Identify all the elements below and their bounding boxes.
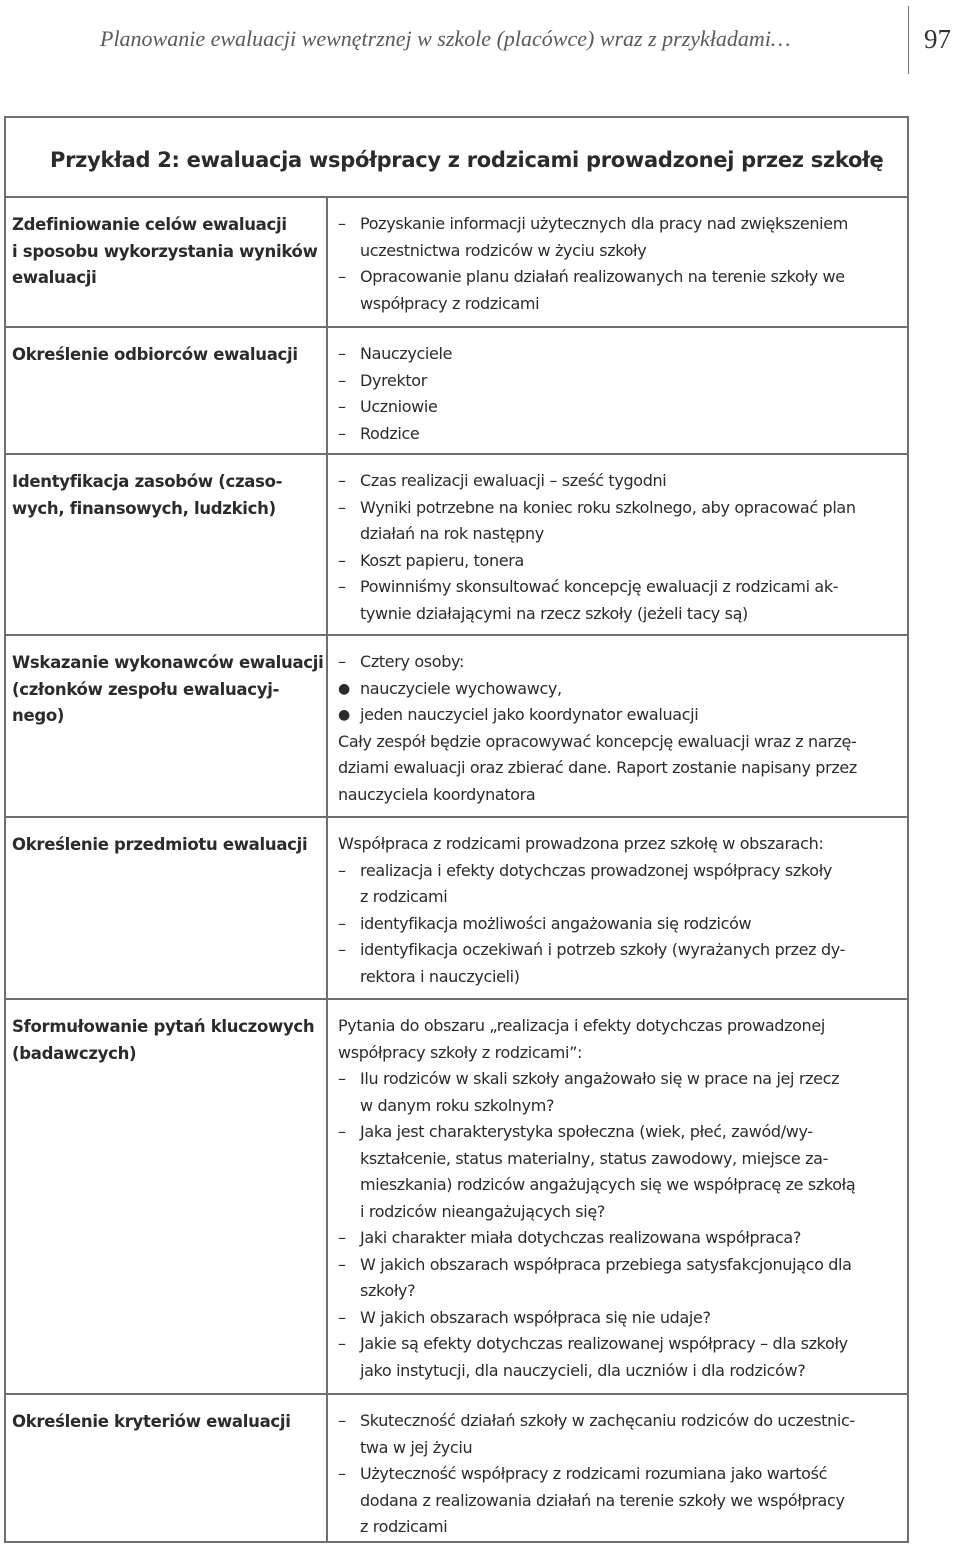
page-number: 97 [924,24,951,54]
table-row-criteria [6,1395,907,1541]
list-item: – realizacja i efekty dotychczas prowadzonej współpracy szkoły z rodzicami [338,860,833,906]
list-item: – Uczniowie [338,397,438,416]
header-divider [908,6,909,74]
running-title: Planowanie ewaluacji wewnętrznej w szkole (placówce) wraz z przykładami… [100,26,791,51]
list-item: – Skuteczność działań szkoły w zachęcaniu rodziców do uczestnic- twa w jej życiu [338,1411,855,1457]
row-label: Określenie przedmiotu ewaluacji [6,818,328,998]
intro-text: współpracy szkoły z rodzicami”: [338,1042,583,1062]
list-item: – Ilu rodziców w skali szkoły angażowało się w prace na jej rzecz w danym roku szkolnym? [338,1069,840,1115]
evaluation-table [4,116,909,1543]
list-item: – Dyrektor [338,370,427,390]
list-item: – Czas realizacji ewaluacji – sześć tygodni [338,471,667,490]
list-item: – W jakich obszarach współpraca przebiega satysfakcjonująco dla szkoły? [338,1254,852,1300]
row-label: Wskazanie wykonawców ewaluacji (członków zespołu ewaluacyj- nego) [6,636,328,816]
list-item: – W jakich obszarach współpraca się nie udaje? [338,1307,711,1327]
row-content [328,455,907,634]
row-content [328,636,907,816]
bullet-icon: ● [338,707,350,723]
table-title: Przykład 2: ewaluacja współpracy z rodzicami prowadzonej przez szkołę [6,118,907,198]
row-label: Określenie kryteriów ewaluacji [6,1395,328,1541]
table-row-audience [6,328,907,455]
running-header [0,0,960,80]
bullet-icon: ● [338,680,350,697]
list-item: – identyfikacja oczekiwań i potrzeb szkoły (wyrażanych przez dy- rektora i nauczycieli) [338,940,846,986]
row-content [328,328,907,453]
list-item: – Jaki charakter miała dotychczas realizowana współpraca? [338,1228,801,1247]
list-item: – Wyniki potrzebne na koniec roku szkolnego, aby opracować plan działań na rok następny [338,497,856,543]
list-item: – Nauczyciele [338,344,453,363]
row-content [328,818,907,998]
row-label: Zdefiniowanie celów ewaluacji i sposobu wykorzystania wyników ewaluacji [6,198,328,326]
row-label: Określenie odbiorców ewaluacji [6,328,328,453]
intro-text: Pytania do obszaru „realizacja i efekty dotychczas prowadzonej [338,1016,825,1035]
intro-text: Współpraca z rodzicami prowadzona przez szkołę w obszarach: [338,834,824,853]
paragraph: Cały zespół będzie opracowywać koncepcję ewaluacji wraz z narzę- dziami ewaluacji oraz zbierać dane. Raport zostanie napisany przez nauczyciela koordynatora [338,731,857,804]
list-item: – Powinniśmy skonsultować koncepcję ewaluacji z rodzicami ak- tywnie działającymi na rzecz szkoły (jeżeli tacy są) [338,577,839,623]
list-item: – Cztery osoby: [338,652,465,671]
row-label: Sformułowanie pytań kluczowych (badawczych) [6,1000,328,1393]
bullet-item: ● nauczyciele wychowawcy, [338,676,901,703]
list-item: – identyfikacja możliwości angażowania się rodziców [338,913,752,933]
list-item: – Koszt papieru, tonera [338,550,524,570]
bullet-item: ● jeden nauczyciel jako koordynator ewaluacji [338,702,901,729]
row-content [328,198,907,326]
list-item: – Użyteczność współpracy z rodzicami rozumiana jako wartość dodana z realizowania działań na terenie szkoły we współpracy z rodzicami [338,1464,845,1536]
list-item: – Jakie są efekty dotychczas realizowanej współpracy – dla szkoły jako instytucji, dla nauczycieli, dla uczniów i dla rodziców? [338,1334,848,1380]
list-item: – Opracowanie planu działań realizowanych na terenie szkoły we współpracy z rodzicami [338,267,845,313]
table-row-team [6,636,907,818]
list-item: – Rodzice [338,423,420,443]
row-label: Identyfikacja zasobów (czaso- wych, finansowych, ludzkich) [6,455,328,634]
table-row-resources [6,455,907,636]
row-content [328,1395,907,1541]
list-item: – Jaka jest charakterystyka społeczna (wiek, płeć, zawód/wy- kształcenie, status materialny, status zawodowy, miejsce za- mieszkania) rodziców angażujących się we współpracę ze szkołą i rodziców nieangażujących się? [338,1122,856,1221]
table-row-goals [6,198,907,328]
table-row-subject [6,818,907,1000]
list-item: – Pozyskanie informacji użytecznych dla pracy nad zwiększeniem uczestnictwa rodziców w życiu szkoły [338,214,849,260]
row-content [328,1000,907,1393]
table-row-questions [6,1000,907,1395]
